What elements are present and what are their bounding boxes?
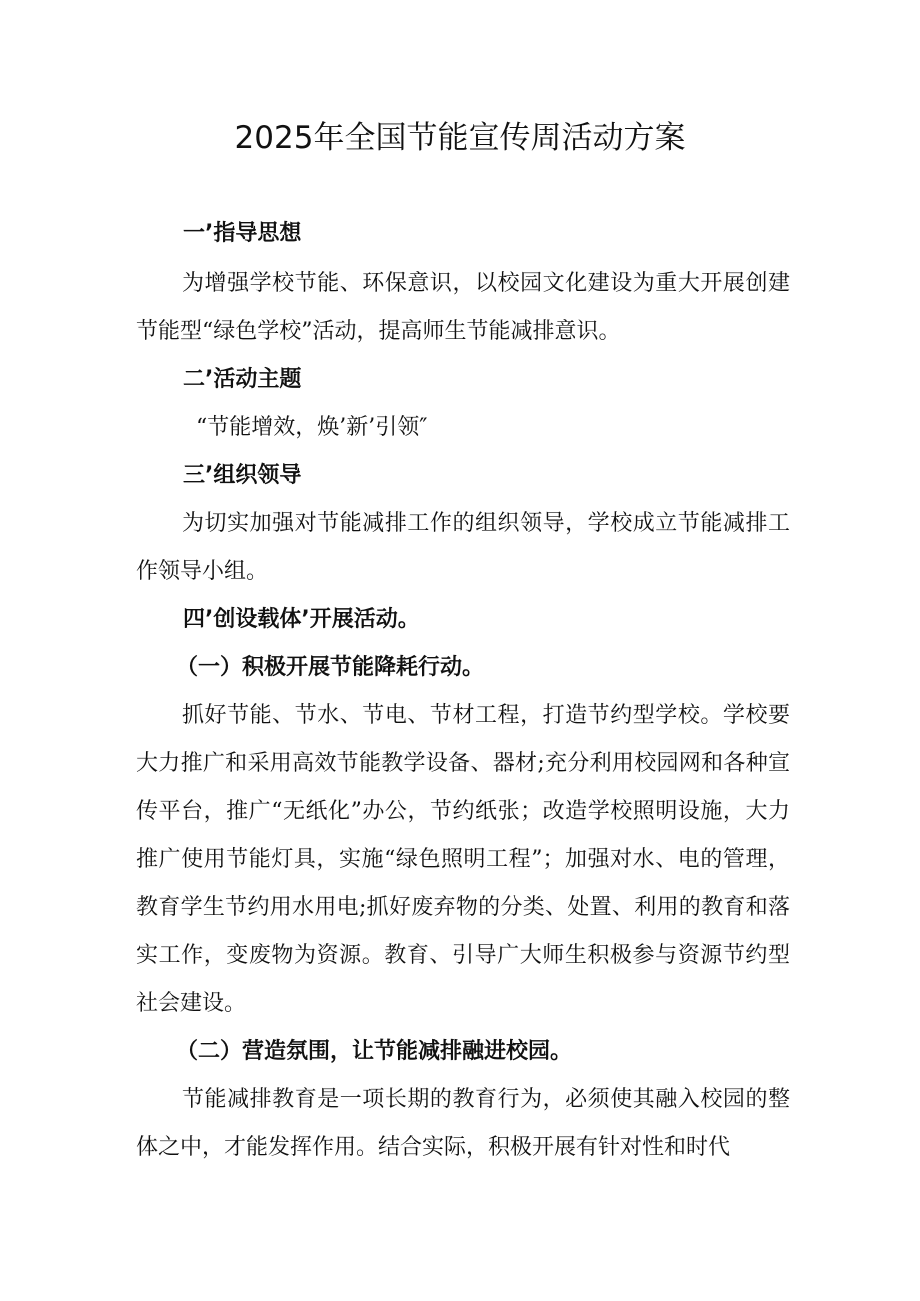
section-heading-activities: 四’创设载体’开展活动。 bbox=[183, 607, 420, 632]
section-paragraph-guiding-ideology: 为增强学校节能、环保意识，以校园文化建设为重大开展创建节能型“绿色学校”活动，提高师生节能减排意识。 bbox=[136, 271, 790, 344]
document-body bbox=[136, 210, 790, 1172]
activity-theme-slogan: “节能增效，焕’新’引领″ bbox=[196, 415, 428, 440]
subsection-heading-energy-saving: （一）积极开展节能降耗行动。 bbox=[176, 655, 485, 680]
subsection-paragraph-atmosphere: 节能减排教育是一项长期的教育行为，必须使其融入校园的整体之中，才能发挥作用。结合实际，积极开展有针对性和时代 bbox=[136, 1087, 790, 1160]
document-title: 2025年全国节能宣传周活动方案 bbox=[234, 120, 686, 156]
subsection-heading-atmosphere: （二）营造氛围，让节能减排融进校园。 bbox=[176, 1039, 573, 1064]
subsection-paragraph-energy-saving: 抓好节能、节水、节电、节材工程，打造节约型学校。学校要大力推广和采用高效节能教学设备、器材;充分利用校园网和各种宣传平台，推广“无纸化”办公，节约纸张；改造学校照明设施，大力推广使用节能灯具，实施“绿色照明工程”；加强对水、电的管理，教育学生节约用水用电;抓好废弃物的分类、处置、利用的教育和落实工作，变废物为资源。教育、引导广大师生积极参与资源节约型社会建设。 bbox=[136, 703, 790, 1016]
section-paragraph-organization: 为切实加强对节能减排工作的组织领导，学校成立节能减排工作领导小组。 bbox=[136, 511, 790, 584]
section-heading-guiding-ideology: 一’指导思想 bbox=[183, 221, 302, 246]
section-heading-activity-theme: 二’活动主题 bbox=[183, 367, 302, 392]
section-heading-organization: 三’组织领导 bbox=[183, 463, 302, 488]
